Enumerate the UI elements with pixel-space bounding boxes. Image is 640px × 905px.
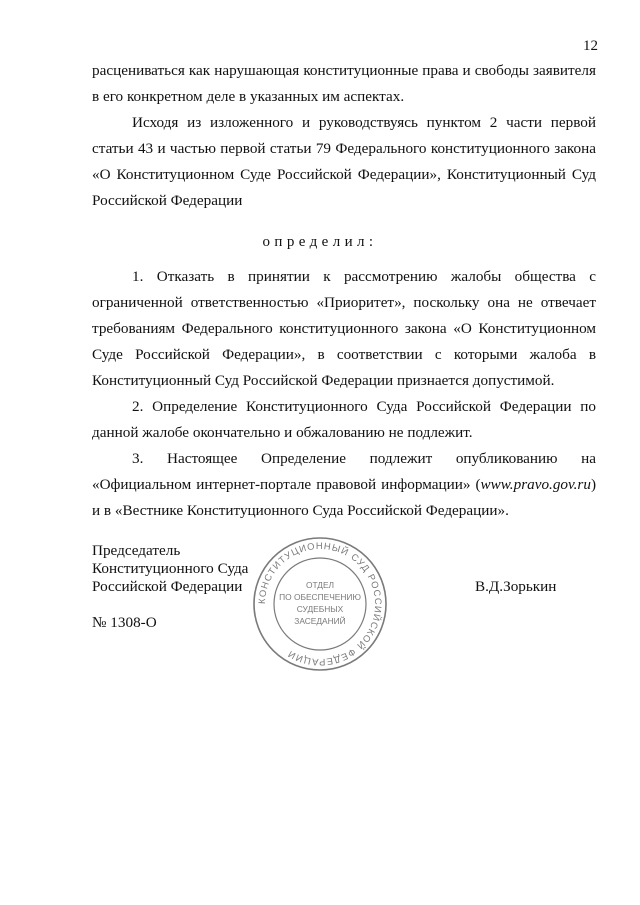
signature-title-line: Конституционного Суда (92, 560, 249, 577)
official-portal-url: www.pravo.gov.ru (480, 476, 591, 493)
seal-inner-line: СУДЕБНЫХ (296, 604, 344, 614)
page-number: 12 (583, 38, 598, 54)
paragraph-grounds: Исходя из изложенного и руководствуясь пунктом 2 части первой статьи 43 и частью первой статьи 79 Федерального конституционного закона «О Конституционном Суде Российской Федерации», Конституционный Суд Российской Федерации (92, 114, 596, 209)
signature-title-line: Председатель (92, 542, 181, 559)
item3-text-after: ) и в «Вестнике Конституционного Суда Российской Федерации». (92, 476, 596, 519)
seal-inner-line: ОТДЕЛ (305, 580, 335, 590)
seal-inner-line: ЗАСЕДАНИЙ (294, 616, 346, 626)
official-seal-stamp (250, 534, 390, 674)
paragraph-continuation: расцениваться как нарушающая конституционные права и свободы заявителя в его конкретном деле в указанных им аспектах. (92, 62, 596, 105)
seal-inner-line: ПО ОБЕСПЕЧЕНИЮ (279, 592, 361, 602)
ruling-item-1: 1. Отказать в принятии к рассмотрению жалобы общества с ограниченной ответственностью «Приоритет», поскольку она не отвечает требованиям Федерального конституционного закона «О Конституционном Суде Российской Федерации», в соответствии с которыми жалоба в Конституционный Суд Российской Федерации признается допустимой. (92, 268, 596, 389)
seal-outer-text: КОНСТИТУЦИОННЫЙ СУД РОССИЙСКОЙ ФЕДЕРАЦИИ (255, 539, 385, 669)
ruling-item-3 (92, 446, 596, 524)
item3-text-before: 3. Настоящее Определение подлежит опубликованию на «Официальном интернет-портале правовой информации» ( (92, 450, 596, 493)
document-number: № 1308-О (92, 614, 157, 631)
ruling-heading: определил: (262, 234, 378, 250)
signature-title-line: Российской Федерации (92, 578, 243, 595)
signatory-name: В.Д.Зорькин (475, 578, 557, 595)
ruling-item-2: 2. Определение Конституционного Суда Российской Федерации по данной жалобе окончательно и обжалованию не подлежит. (92, 398, 596, 441)
signature-title (92, 542, 248, 596)
